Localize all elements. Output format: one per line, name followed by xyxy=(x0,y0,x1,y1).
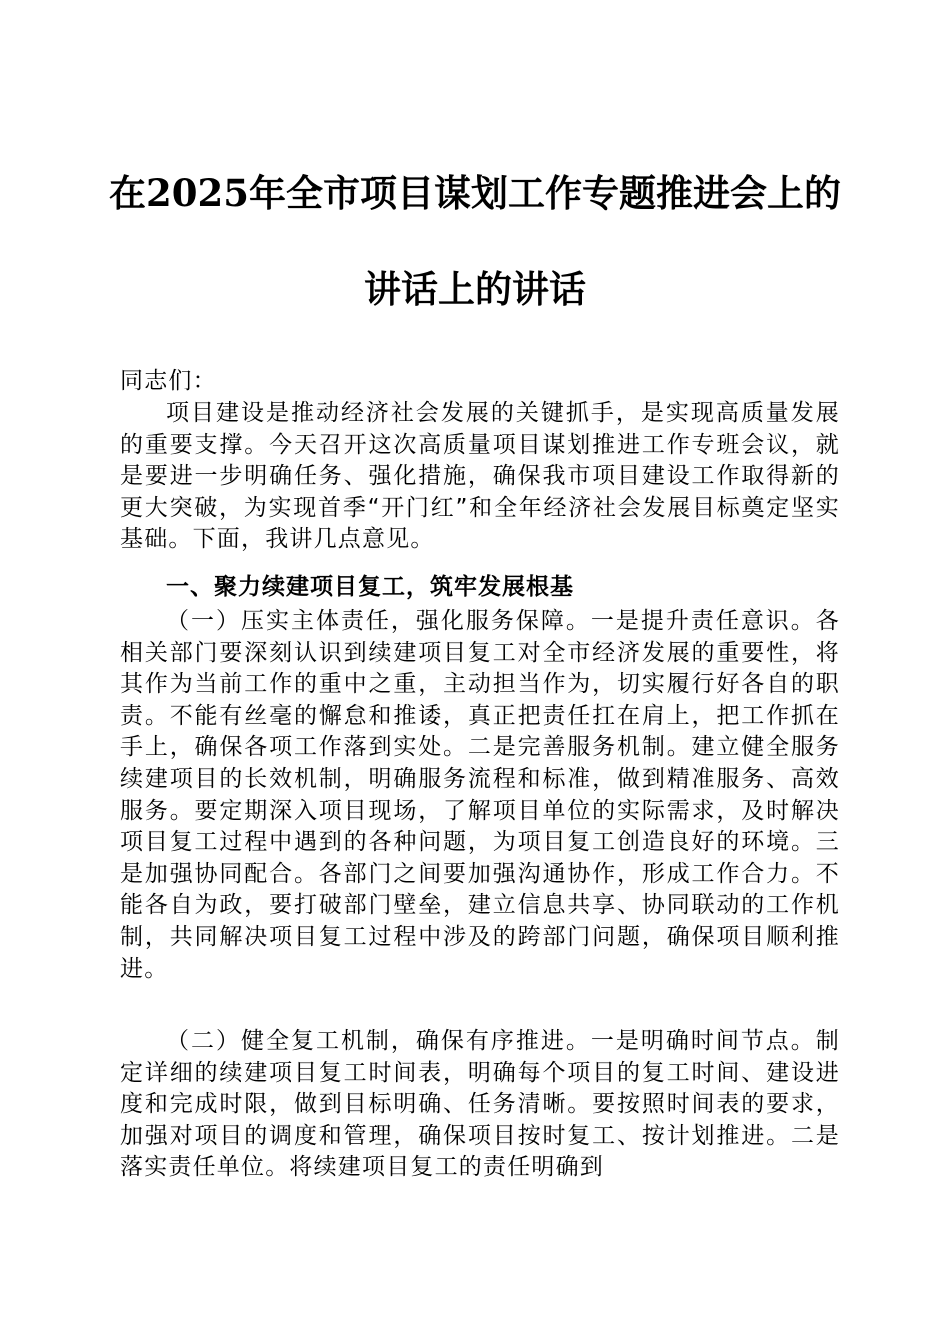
paragraph-section-1-1: （一）压实主体责任，强化服务保障。一是提升责任意识。各相关部门要深刻认识到续建项目复工对全市经济发展的重要性，将其作为当前工作的重中之重，主动担当作为，切实履行好各自的职责。不能有丝毫的懈怠和推诿，真正把责任扛在肩上，把工作抓在手上，确保各项工作落到实处。二是完善服务机制。建立健全服务续建项目的长效机制，明确服务流程和标准，做到精准服务、高效服务。要定期深入项目现场，了解项目单位的实际需求，及时解决项目复工过程中遇到的各种问题，为项目复工创造良好的环境。三是加强协同配合。各部门之间要加强沟通协作，形成工作合力。不能各自为政，要打破部门壁垒，建立信息共享、协同联动的工作机制，共同解决项目复工过程中涉及的跨部门问题，确保项目顺利推进。 xyxy=(120,608,840,982)
greeting: 同志们： xyxy=(120,368,217,394)
section-heading-1: 一、聚力续建项目复工，筑牢发展根基 xyxy=(166,574,574,600)
paragraph-section-1-2: （二）健全复工机制，确保有序推进。一是明确时间节点。制定详细的续建项目复工时间表，明确每个项目的复工时间、建设进度和完成时限，做到目标明确、任务清晰。要按照时间表的要求，加强对项目的调度和管理，确保项目按时复工、按计划推进。二是落实责任单位。将续建项目复工的责任明确到 xyxy=(120,1028,840,1181)
paragraph-intro: 项目建设是推动经济社会发展的关键抓手，是实现高质量发展的重要支撑。今天召开这次高质量项目谋划推进工作专班会议，就是要进一步明确任务、强化措施，确保我市项目建设工作取得新的更大突破，为实现首季“开门红”和全年经济社会发展目标奠定坚实基础。下面，我讲几点意见。 xyxy=(120,400,840,553)
document-title-line-2: 讲话上的讲话 xyxy=(364,267,586,311)
document-title-line-1: 在2025年全市项目谋划工作专题推进会上的 xyxy=(109,171,841,215)
